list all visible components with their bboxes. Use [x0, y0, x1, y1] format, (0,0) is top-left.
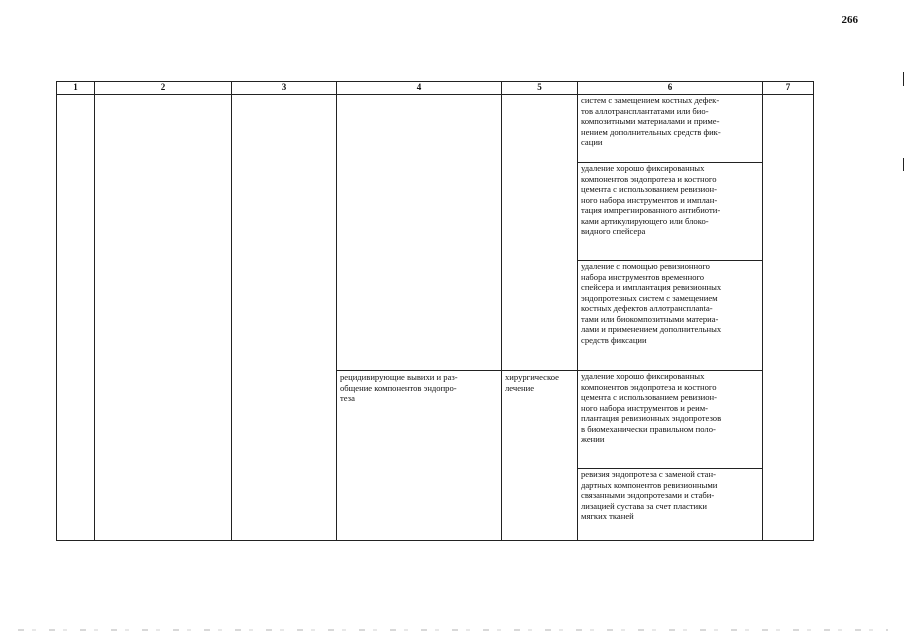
- table-row: [57, 95, 814, 163]
- diagnosis-line: общение компонентов эндопро-: [340, 382, 457, 393]
- procedure-cell: [578, 261, 763, 371]
- procedure-line: плантация ревизионных эндопротезов: [581, 413, 722, 423]
- column-header-4: 4: [337, 82, 502, 95]
- procedure-line: цемента с использованием ревизион-: [581, 392, 717, 402]
- procedure-line: тов аллотрансплантатами или био-: [581, 105, 709, 116]
- column-header-1: 1: [57, 82, 95, 95]
- procedure-line: жении: [581, 434, 605, 444]
- scan-mark-top: [903, 72, 904, 86]
- procedure-line: эндопротезных систем с замещением: [581, 292, 718, 303]
- procedure-cell: [578, 371, 763, 469]
- scan-noise: [18, 629, 888, 631]
- procedure-line: костных дефектов аллотрансплanta-: [581, 303, 713, 313]
- procedure-line: композитными материалами и приме-: [581, 116, 720, 126]
- column-2-cell: [95, 95, 232, 541]
- procedure-line: лизацией сустава за счет пластики: [581, 500, 707, 511]
- procedure-line: набора инструментов временного: [581, 271, 705, 282]
- procedure-line: сации: [581, 137, 603, 147]
- column-header-5: 5: [502, 82, 578, 95]
- procedure-line: мягких тканей: [581, 511, 634, 521]
- column-3-cell: [232, 95, 337, 541]
- procedure-line: систем с замещением костных дефек-: [581, 95, 720, 105]
- column-header-6: 6: [578, 82, 763, 95]
- procedure-line: ками артикулирующего или блоко-: [581, 215, 709, 226]
- procedure-line: ного набора инструментов и реим-: [581, 402, 708, 413]
- page-number: 266: [841, 14, 858, 26]
- procedure-line: компонентов эндопротеза и костного: [581, 173, 717, 184]
- column-header-3: 3: [232, 82, 337, 95]
- column-5-cell-continued: [502, 95, 578, 371]
- column-4-cell-continued: [337, 95, 502, 371]
- medical-procedures-table: [56, 81, 814, 541]
- column-1-cell: [57, 95, 95, 541]
- procedure-line: в биомеханически правильном поло-: [581, 423, 716, 434]
- procedure-line: ревизия эндопротеза с заменой стан-: [581, 469, 716, 479]
- procedure-line: спейсера и имплантация ревизионных: [581, 282, 722, 292]
- column-header-7: 7: [763, 82, 814, 95]
- column-header-2: 2: [95, 82, 232, 95]
- diagnosis-line: рецидивирующие вывихи и раз-: [340, 372, 458, 382]
- treatment-line: хирургическое: [505, 372, 559, 382]
- procedure-line: нением дополнительных средств фик-: [581, 126, 721, 137]
- procedure-line: компонентов эндопротеза и костного: [581, 381, 717, 392]
- procedure-line: цемента с использованием ревизион-: [581, 184, 717, 194]
- procedure-line: тация импрегнированного антибиоти-: [581, 205, 721, 215]
- procedure-line: дартных компонентов ревизионными: [581, 479, 718, 490]
- diagnosis-cell: [337, 371, 502, 541]
- header-row: [57, 82, 814, 95]
- procedure-line: лами и применением дополнительных: [581, 324, 722, 334]
- scan-mark-middle: [903, 158, 904, 171]
- procedure-line: удаление хорошо фиксированных: [581, 371, 705, 381]
- procedure-line: средств фиксации: [581, 334, 647, 345]
- treatment-line: лечение: [505, 382, 535, 393]
- procedure-cell: [578, 95, 763, 163]
- procedure-line: удаление хорошо фиксированных: [581, 163, 705, 173]
- treatment-type-cell: [502, 371, 578, 541]
- procedure-line: тами или биокомпозитными материа-: [581, 313, 719, 324]
- procedure-line: видного спейсера: [581, 226, 646, 236]
- procedure-line: удаление с помощью ревизионного: [581, 261, 710, 271]
- diagnosis-line: теза: [340, 393, 355, 403]
- column-7-cell: [763, 95, 814, 541]
- procedure-line: связанными эндопротезами и стаби-: [581, 490, 715, 500]
- procedure-cell: [578, 163, 763, 261]
- procedure-cell: [578, 469, 763, 541]
- procedure-line: ного набора инструментов и имплан-: [581, 194, 718, 205]
